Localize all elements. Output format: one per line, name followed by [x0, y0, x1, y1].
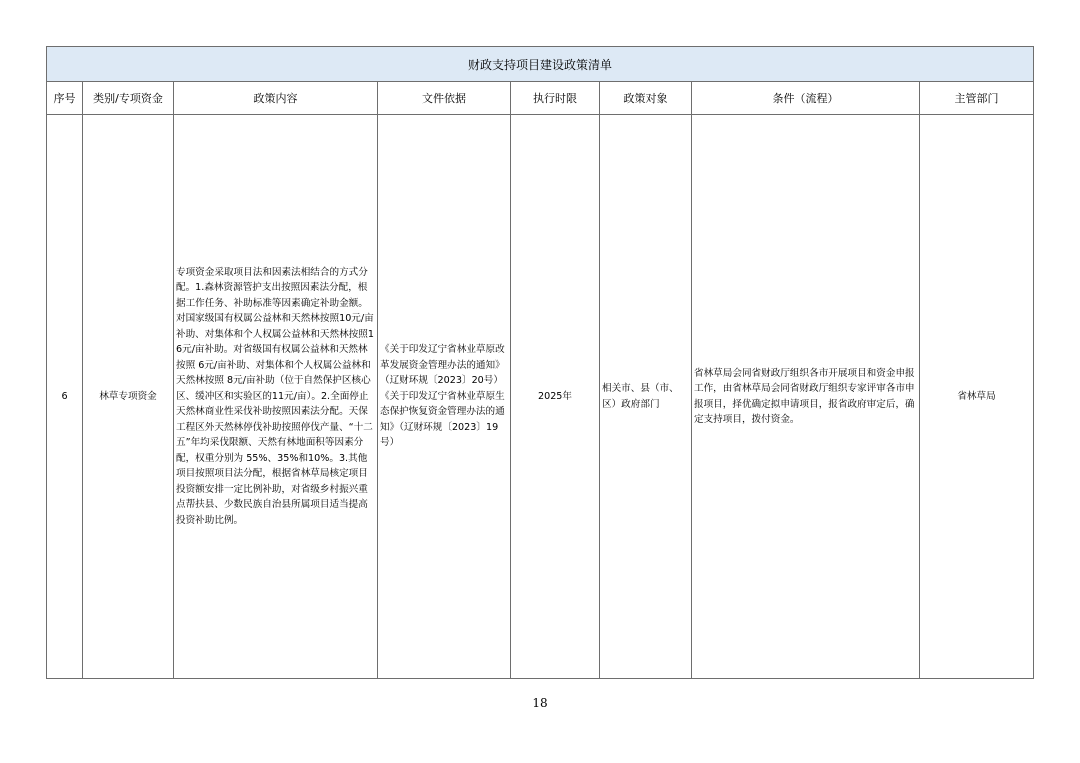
cell-content: 专项资金采取项目法和因素法相结合的方式分配。1.森林资源管护支出按照因素法分配，根据工作任务、补助标准等因素确定补助金额。对国家级国有权属公益林和天然林按照10元/亩补助、对集体和个人权属公益林和天然林按照16元/亩补助。对省级国有权属公益林和天然林按照 6元/亩补助、对集体和个人权属公益林和天然林按照 8元/亩补助（位于自然保护区核心区、缓冲区和实验区的11元/亩）。2.全面停止天然林商业性采伐补助按照因素法分配。天保工程区外天然林停伐补助按照停伐产量、“十二五”年均采伐限额、天然有林地面积等因素分配，权重分别为 55%、35%和10%。3.其他项目按照项目法分配，根据省林草局核定项目投资额安排一定比例补助，对省级乡村振兴重点帮扶县、少数民族自治县所属项目适当提高投资补助比例。 [174, 115, 378, 679]
header-category: 类别/专项资金 [83, 82, 174, 115]
header-content: 政策内容 [174, 82, 378, 115]
header-period: 执行时限 [511, 82, 600, 115]
cell-target: 相关市、县（市、区）政府部门 [600, 115, 692, 679]
table-title: 财政支持项目建设政策清单 [47, 47, 1034, 82]
header-target: 政策对象 [600, 82, 692, 115]
header-conditions: 条件（流程） [692, 82, 920, 115]
cell-period: 2025年 [511, 115, 600, 679]
policy-table [46, 46, 1034, 679]
cell-category: 林草专项资金 [83, 115, 174, 679]
header-index: 序号 [47, 82, 83, 115]
table-row [47, 115, 1034, 679]
header-department: 主管部门 [920, 82, 1034, 115]
cell-conditions: 省林草局会同省财政厅组织各市开展项目和资金申报工作，由省林草局会同省财政厅组织专家评审各市申报项目，择优确定拟申请项目，报省政府审定后，确定支持项目，拨付资金。 [692, 115, 920, 679]
header-basis: 文件依据 [378, 82, 511, 115]
cell-index: 6 [47, 115, 83, 679]
header-row [47, 82, 1034, 115]
cell-department: 省林草局 [920, 115, 1034, 679]
page-number: 18 [532, 696, 548, 710]
cell-basis: 《关于印发辽宁省林业草原改革发展资金管理办法的通知》（辽财环规〔2023〕20号）《关于印发辽宁省林业草原生态保护恢复资金管理办法的通知》（辽财环规〔2023〕19号） [378, 115, 511, 679]
